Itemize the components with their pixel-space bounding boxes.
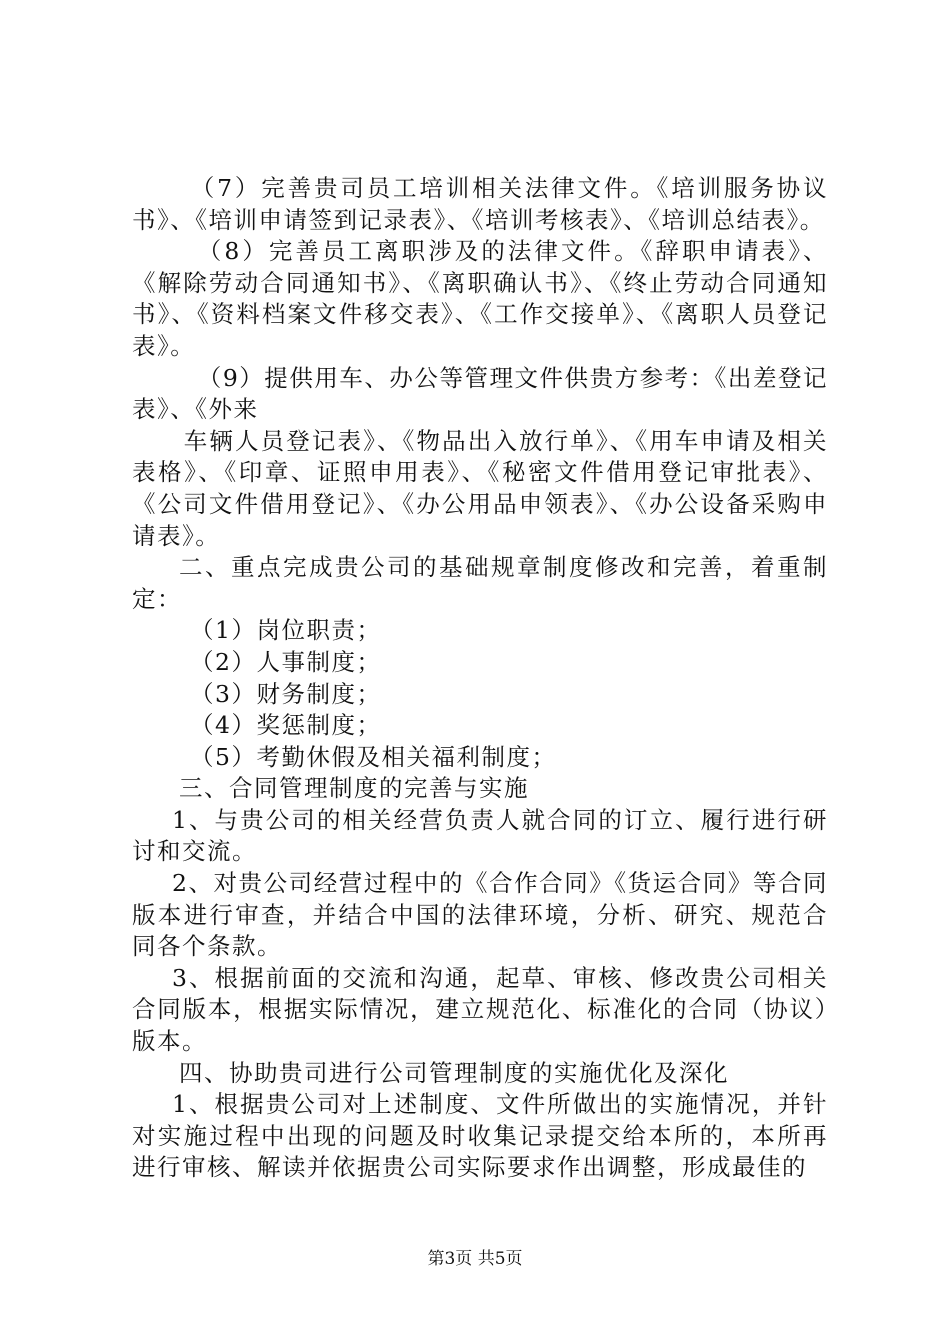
numbered-paragraph: 3、根据前面的交流和沟通，起草、审核、修改贵公司相关合同版本，根据实际情况，建立规范化、标准化的合同（协议）版本。 (132, 963, 828, 1056)
paragraph-item-8: （8）完善员工离职涉及的法律文件。《辞职申请表》、《解除劳动合同通知书》、《离职确认书》、《终止劳动合同通知书》、《资料档案文件移交表》、《工作交接单》、《离职人员登记表》。 (132, 237, 828, 360)
list-item: （1）岗位职责； (190, 616, 382, 645)
list-item: （2）人事制度； (190, 647, 382, 676)
section-heading-2: 二、重点完成贵公司的基础规章制度修改和完善，着重制定： (132, 553, 828, 613)
paragraph-item-9: （9）提供用车、办公等管理文件供贵方参考：《出差登记表》、《外来 (132, 363, 828, 424)
numbered-paragraph: 1、与贵公司的相关经营负责人就合同的订立、履行进行研讨和交流。 (132, 805, 828, 866)
list-item: （3）财务制度； (190, 679, 382, 708)
list-item: （5）考勤休假及相关福利制度； (190, 742, 557, 771)
section-heading-3: 三、合同管理制度的完善与实施 (179, 774, 529, 803)
paragraph-item-7: （7）完善贵司员工培训相关法律文件。《培训服务协议书》、《培训申请签到记录表》、《培训考核表》、《培训总结表》。 (132, 174, 828, 234)
page-number-footer: 第3页 共5页 (427, 1249, 523, 1269)
document-body (132, 173, 828, 1184)
section-heading-4: 四、协助贵司进行公司管理制度的实施优化及深化 (179, 1058, 729, 1087)
numbered-paragraph: 1、根据贵公司对上述制度、文件所做出的实施情况，并针对实施过程中出现的问题及时收集记录提交给本所的，本所再进行审核、解读并依据贵公司实际要求作出调整，形成最佳的 (132, 1090, 828, 1182)
paragraph-item-9-continued: 车辆人员登记表》、《物品出入放行单》、《用车申请及相关表格》、《印章、证照申用表》、《秘密文件借用登记审批表》、《公司文件借用登记》、《办公用品申领表》、《办公设备采购申请表》。 (132, 426, 828, 550)
list-item: （4）奖惩制度； (190, 711, 382, 740)
numbered-paragraph: 2、对贵公司经营过程中的《合作合同》《货运合同》等合同版本进行审查，并结合中国的法律环境，分析、研究、规范合同各个条款。 (132, 869, 828, 961)
